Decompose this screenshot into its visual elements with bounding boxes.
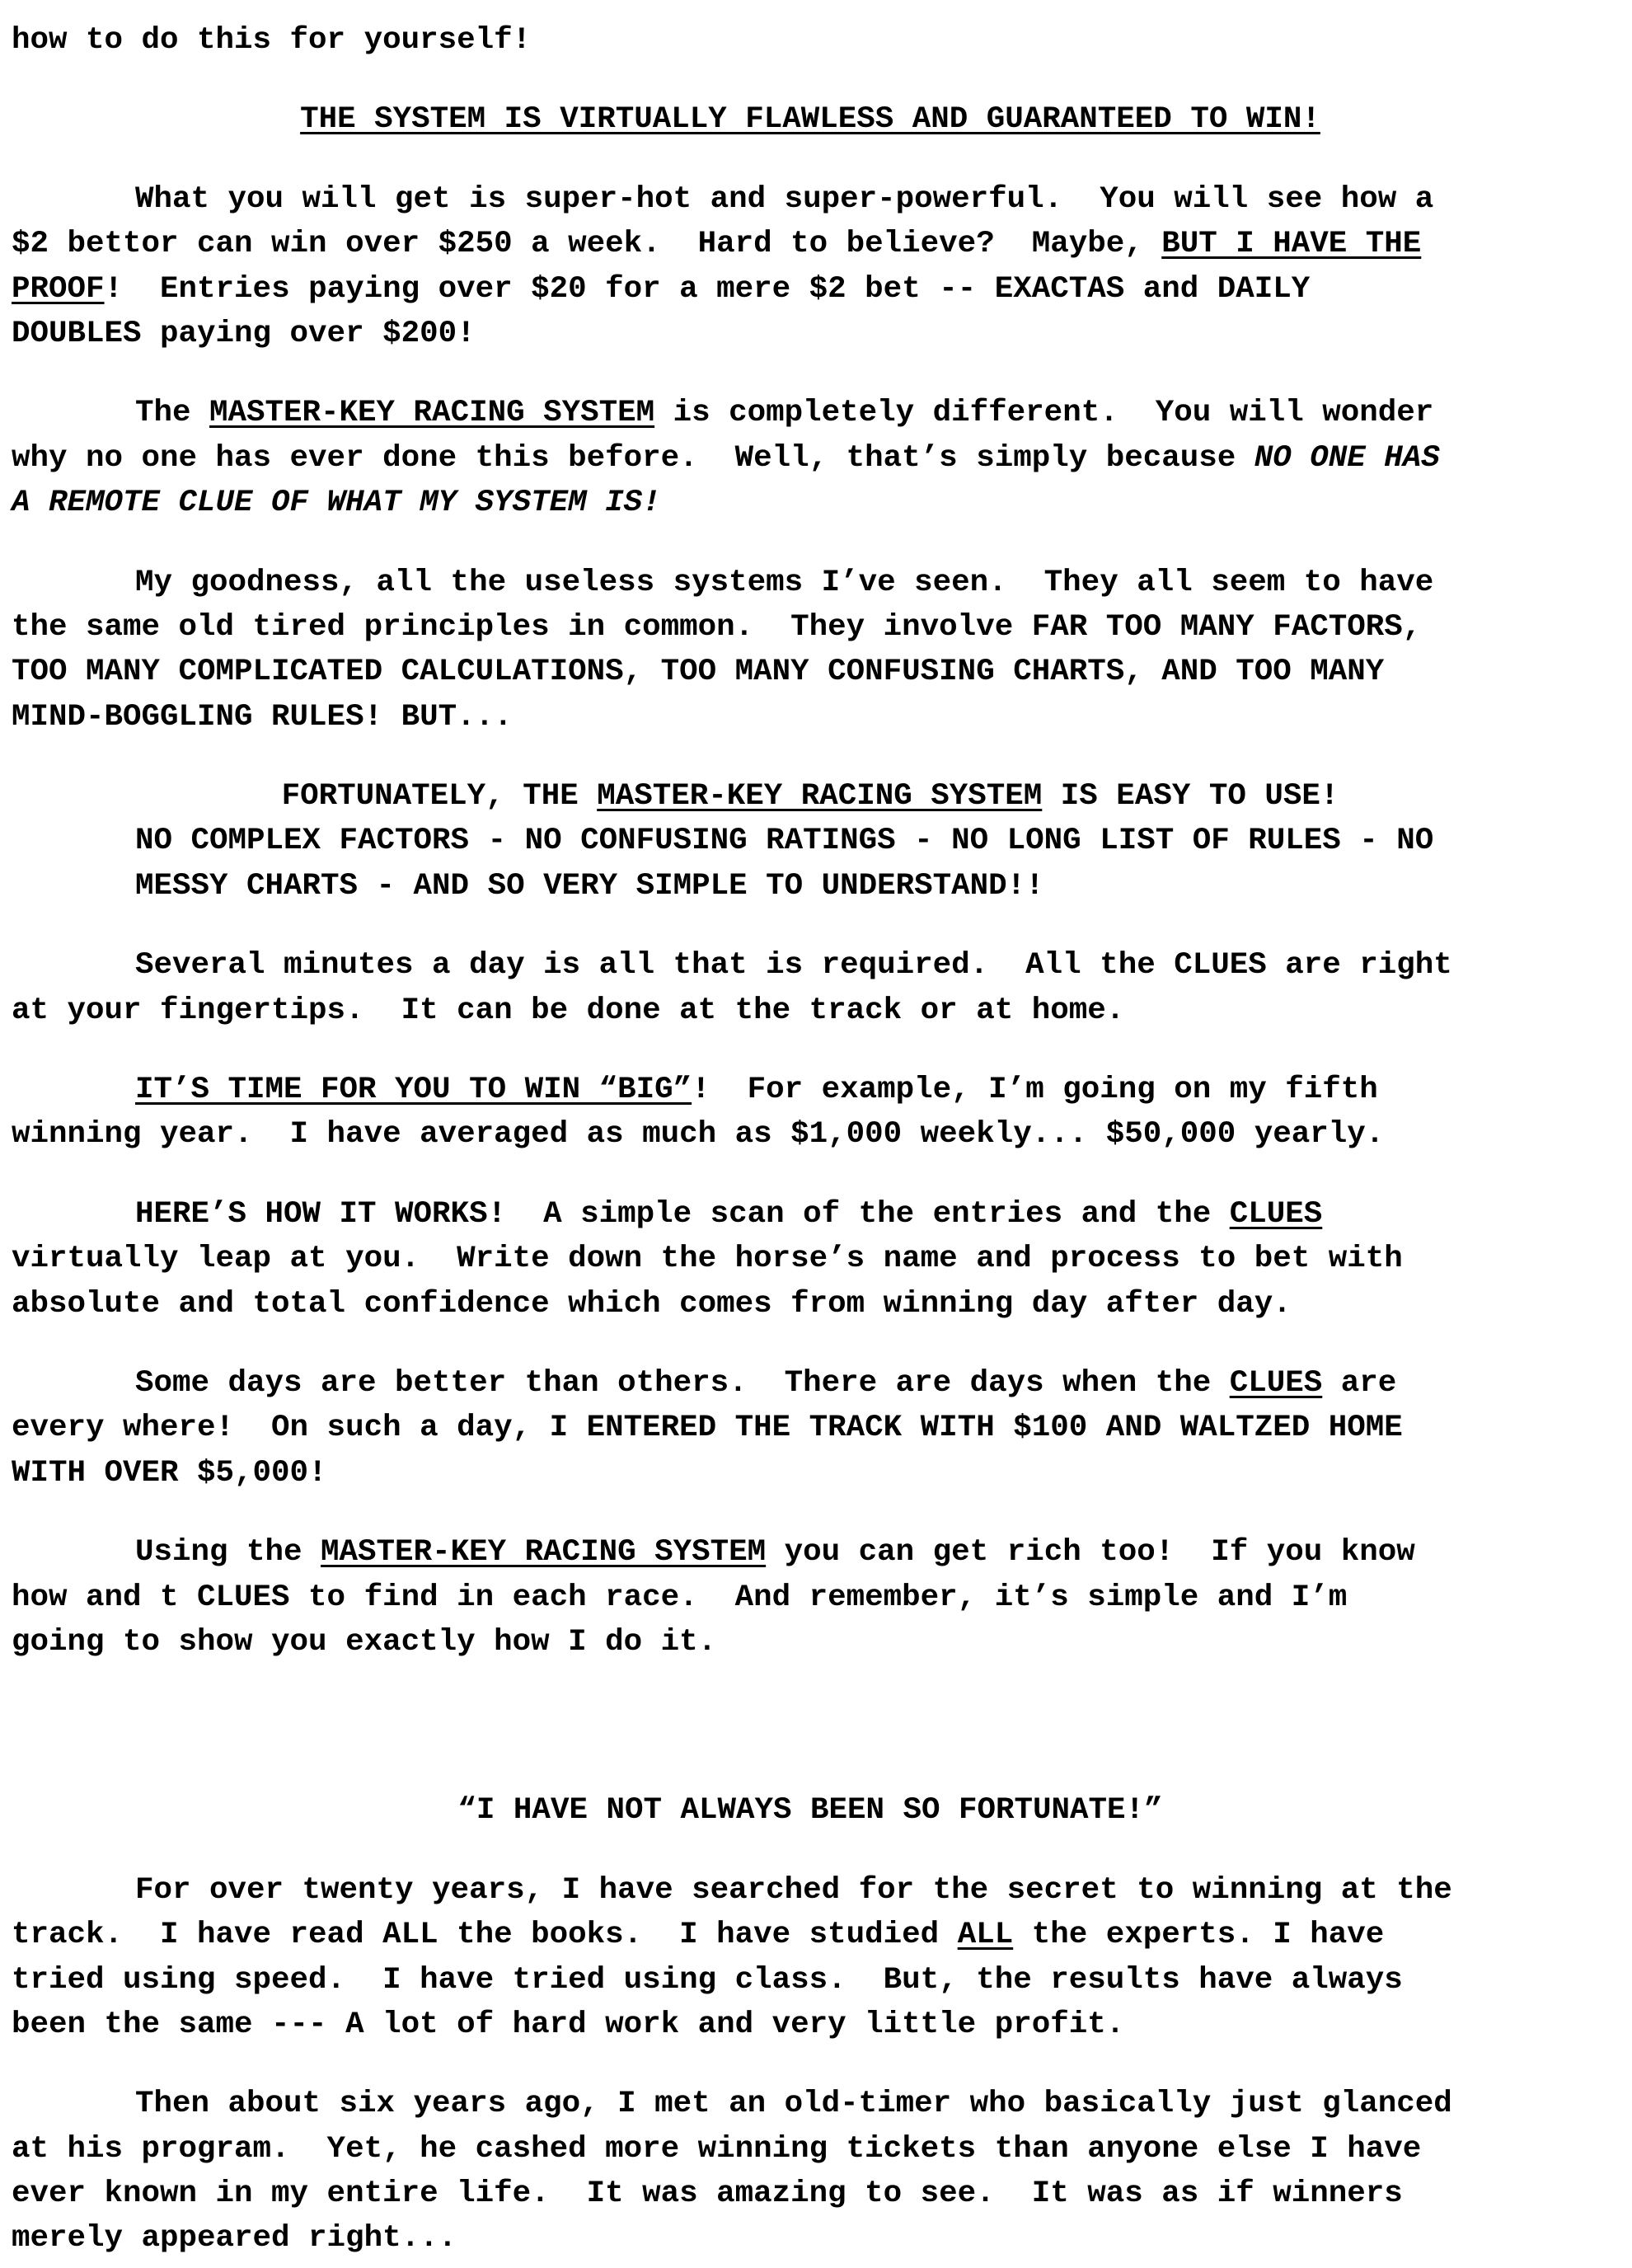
p11-line-3: ever known in my entire life. It was amazing to see. It was as if winners — [12, 2176, 1403, 2212]
p2-line-1 — [12, 391, 1609, 435]
p9-line-3: going to show you exactly how I do it. — [12, 1624, 717, 1660]
p7-line-1-a: HERE’S HOW IT WORKS! A simple scan of the entries and the — [135, 1196, 1230, 1232]
p7-line-2: virtually leap at you. Write down the horse’s name and process to bet with — [12, 1242, 1403, 1277]
p4-line-1-a: FORTUNATELY, THE — [281, 779, 598, 815]
p2-line-1-a: The — [135, 396, 210, 431]
p3-line-1: My goodness, all the useless systems I’ve seen. They all seem to have — [135, 565, 1434, 600]
paragraph-twenty-years — [12, 1868, 1609, 2048]
p10-line-2-c: the experts. I have — [1013, 1918, 1385, 1953]
paragraph-win-big — [12, 1068, 1609, 1157]
paragraph-how-it-works — [12, 1192, 1609, 1327]
p9-line-2: how and t CLUES to find in each race. And remember, it’s simple and I’m — [12, 1580, 1348, 1615]
clues-emphasis: CLUES — [1229, 1196, 1323, 1232]
p1-line-2-text: $2 bettor can win over $250 a week. Hard to believe? Maybe, — [12, 227, 1162, 262]
paragraph-several-minutes — [12, 943, 1609, 1033]
p6-line-2: winning year. I have averaged as much as $1,000 weekly... $50,000 yearly. — [12, 1117, 1385, 1153]
system-name-emphasis: MASTER-KEY RACING SYSTEM — [321, 1535, 767, 1571]
heading-flawless — [12, 97, 1609, 142]
p5-line-2: at your fingertips. It can be done at the track or at home. — [12, 993, 1125, 1028]
p11-line-2: at his program. Yet, he cashed more winning tickets than anyone else I have — [12, 2131, 1422, 2167]
heading-not-always-fortunate: “I HAVE NOT ALWAYS BEEN SO FORTUNATE!” — [457, 1793, 1163, 1829]
win-big-emphasis: IT’S TIME FOR YOU TO WIN “BIG” — [135, 1073, 692, 1108]
p1-line-1: What you will get is super-hot and super-powerful. You will see how a — [135, 181, 1434, 217]
p3-line-3: TOO MANY COMPLICATED CALCULATIONS, TOO MANY CONFUSING CHARTS, AND TOO MANY — [12, 655, 1385, 690]
p2-line-2-a: why no one has ever done this before. Well, that’s simply because — [12, 440, 1254, 476]
p2-line-1-c: is completely different. You will wonder — [654, 396, 1434, 431]
p11-line-4: merely appeared right... — [12, 2221, 457, 2256]
all-emphasis: ALL — [957, 1918, 1014, 1953]
p1-line-2 — [12, 222, 1609, 266]
p4-line-1 — [12, 774, 1609, 819]
proof-emphasis-1: BUT I HAVE THE — [1161, 227, 1422, 262]
p6-line-1-b: ! For example, I’m going on my fifth — [692, 1073, 1378, 1108]
heading-flawless-text: THE SYSTEM IS VIRTUALLY FLAWLESS AND GUARANTEED TO WIN! — [300, 102, 1320, 138]
p10-line-1: For over twenty years, I have searched for the secret to winning at the — [135, 1872, 1452, 1908]
p3-line-4: MIND-BOGGLING RULES! BUT... — [12, 699, 513, 735]
p2-line-2 — [12, 436, 1609, 481]
p2-line-3: A REMOTE CLUE OF WHAT MY SYSTEM IS! — [12, 486, 661, 521]
p8-line-1 — [12, 1361, 1609, 1406]
intro-line: how to do this for yourself! — [12, 23, 532, 58]
p11-line-1: Then about six years ago, I met an old-timer who basically just glanced — [135, 2087, 1452, 2122]
p10-line-2-a: track. I have read ALL the books. I have studied — [12, 1918, 958, 1953]
p10-line-2 — [12, 1913, 1609, 1957]
p8-line-2: every where! On such a day, I ENTERED THE TRACK WITH $100 AND WALTZED HOME — [12, 1411, 1403, 1446]
p9-line-1-a: Using the — [135, 1535, 321, 1571]
p7-line-1 — [12, 1192, 1609, 1237]
no-one-has-italic: NO ONE HAS — [1254, 440, 1440, 476]
paragraph-easy-to-use — [12, 774, 1609, 909]
p4-line-2: NO COMPLEX FACTORS - NO CONFUSING RATINGS - NO LONG LIST OF RULES - NO — [135, 824, 1434, 859]
p6-line-1 — [12, 1068, 1609, 1112]
p4-line-3: MESSY CHARTS - AND SO VERY SIMPLE TO UNDERSTAND!! — [135, 868, 1044, 904]
p9-line-1-c: you can get rich too! If you know — [766, 1535, 1415, 1571]
paragraph-useless-systems — [12, 561, 1609, 740]
system-name-emphasis: MASTER-KEY RACING SYSTEM — [209, 396, 655, 431]
system-name-emphasis: MASTER-KEY RACING SYSTEM — [597, 779, 1043, 815]
p9-line-1 — [12, 1530, 1609, 1575]
p8-line-1-a: Some days are better than others. There are days when the — [135, 1365, 1230, 1401]
p1-line-3 — [12, 267, 1609, 312]
paragraph-old-timer — [12, 2082, 1609, 2261]
proof-emphasis-2: PROOF — [12, 271, 105, 307]
p8-line-3: WITH OVER $5,000! — [12, 1455, 327, 1491]
p1-line-3-text: ! Entries paying over $20 for a mere $2 bet -- EXACTAS and DAILY — [104, 271, 1311, 307]
p10-line-3: tried using speed. I have tried using class. But, the results have always — [12, 1962, 1403, 1998]
clues-emphasis: CLUES — [1229, 1365, 1323, 1401]
p10-line-4: been the same --- A lot of hard work and very little profit. — [12, 2007, 1125, 2042]
p8-line-1-c: are — [1322, 1365, 1397, 1401]
paragraph-some-days — [12, 1361, 1609, 1496]
p4-line-1-c: IS EASY TO USE! — [1042, 779, 1339, 815]
paragraph-get-rich — [12, 1530, 1609, 1665]
p5-line-1: Several minutes a day is all that is required. All the CLUES are right — [135, 948, 1452, 984]
paragraph-completely-different — [12, 391, 1609, 525]
p1-line-4: DOUBLES paying over $200! — [12, 316, 476, 351]
p7-line-3: absolute and total confidence which comes from winning day after day. — [12, 1286, 1292, 1322]
paragraph-what-you-get — [12, 177, 1609, 357]
p3-line-2: the same old tired principles in common. They involve FAR TOO MANY FACTORS, — [12, 609, 1422, 645]
